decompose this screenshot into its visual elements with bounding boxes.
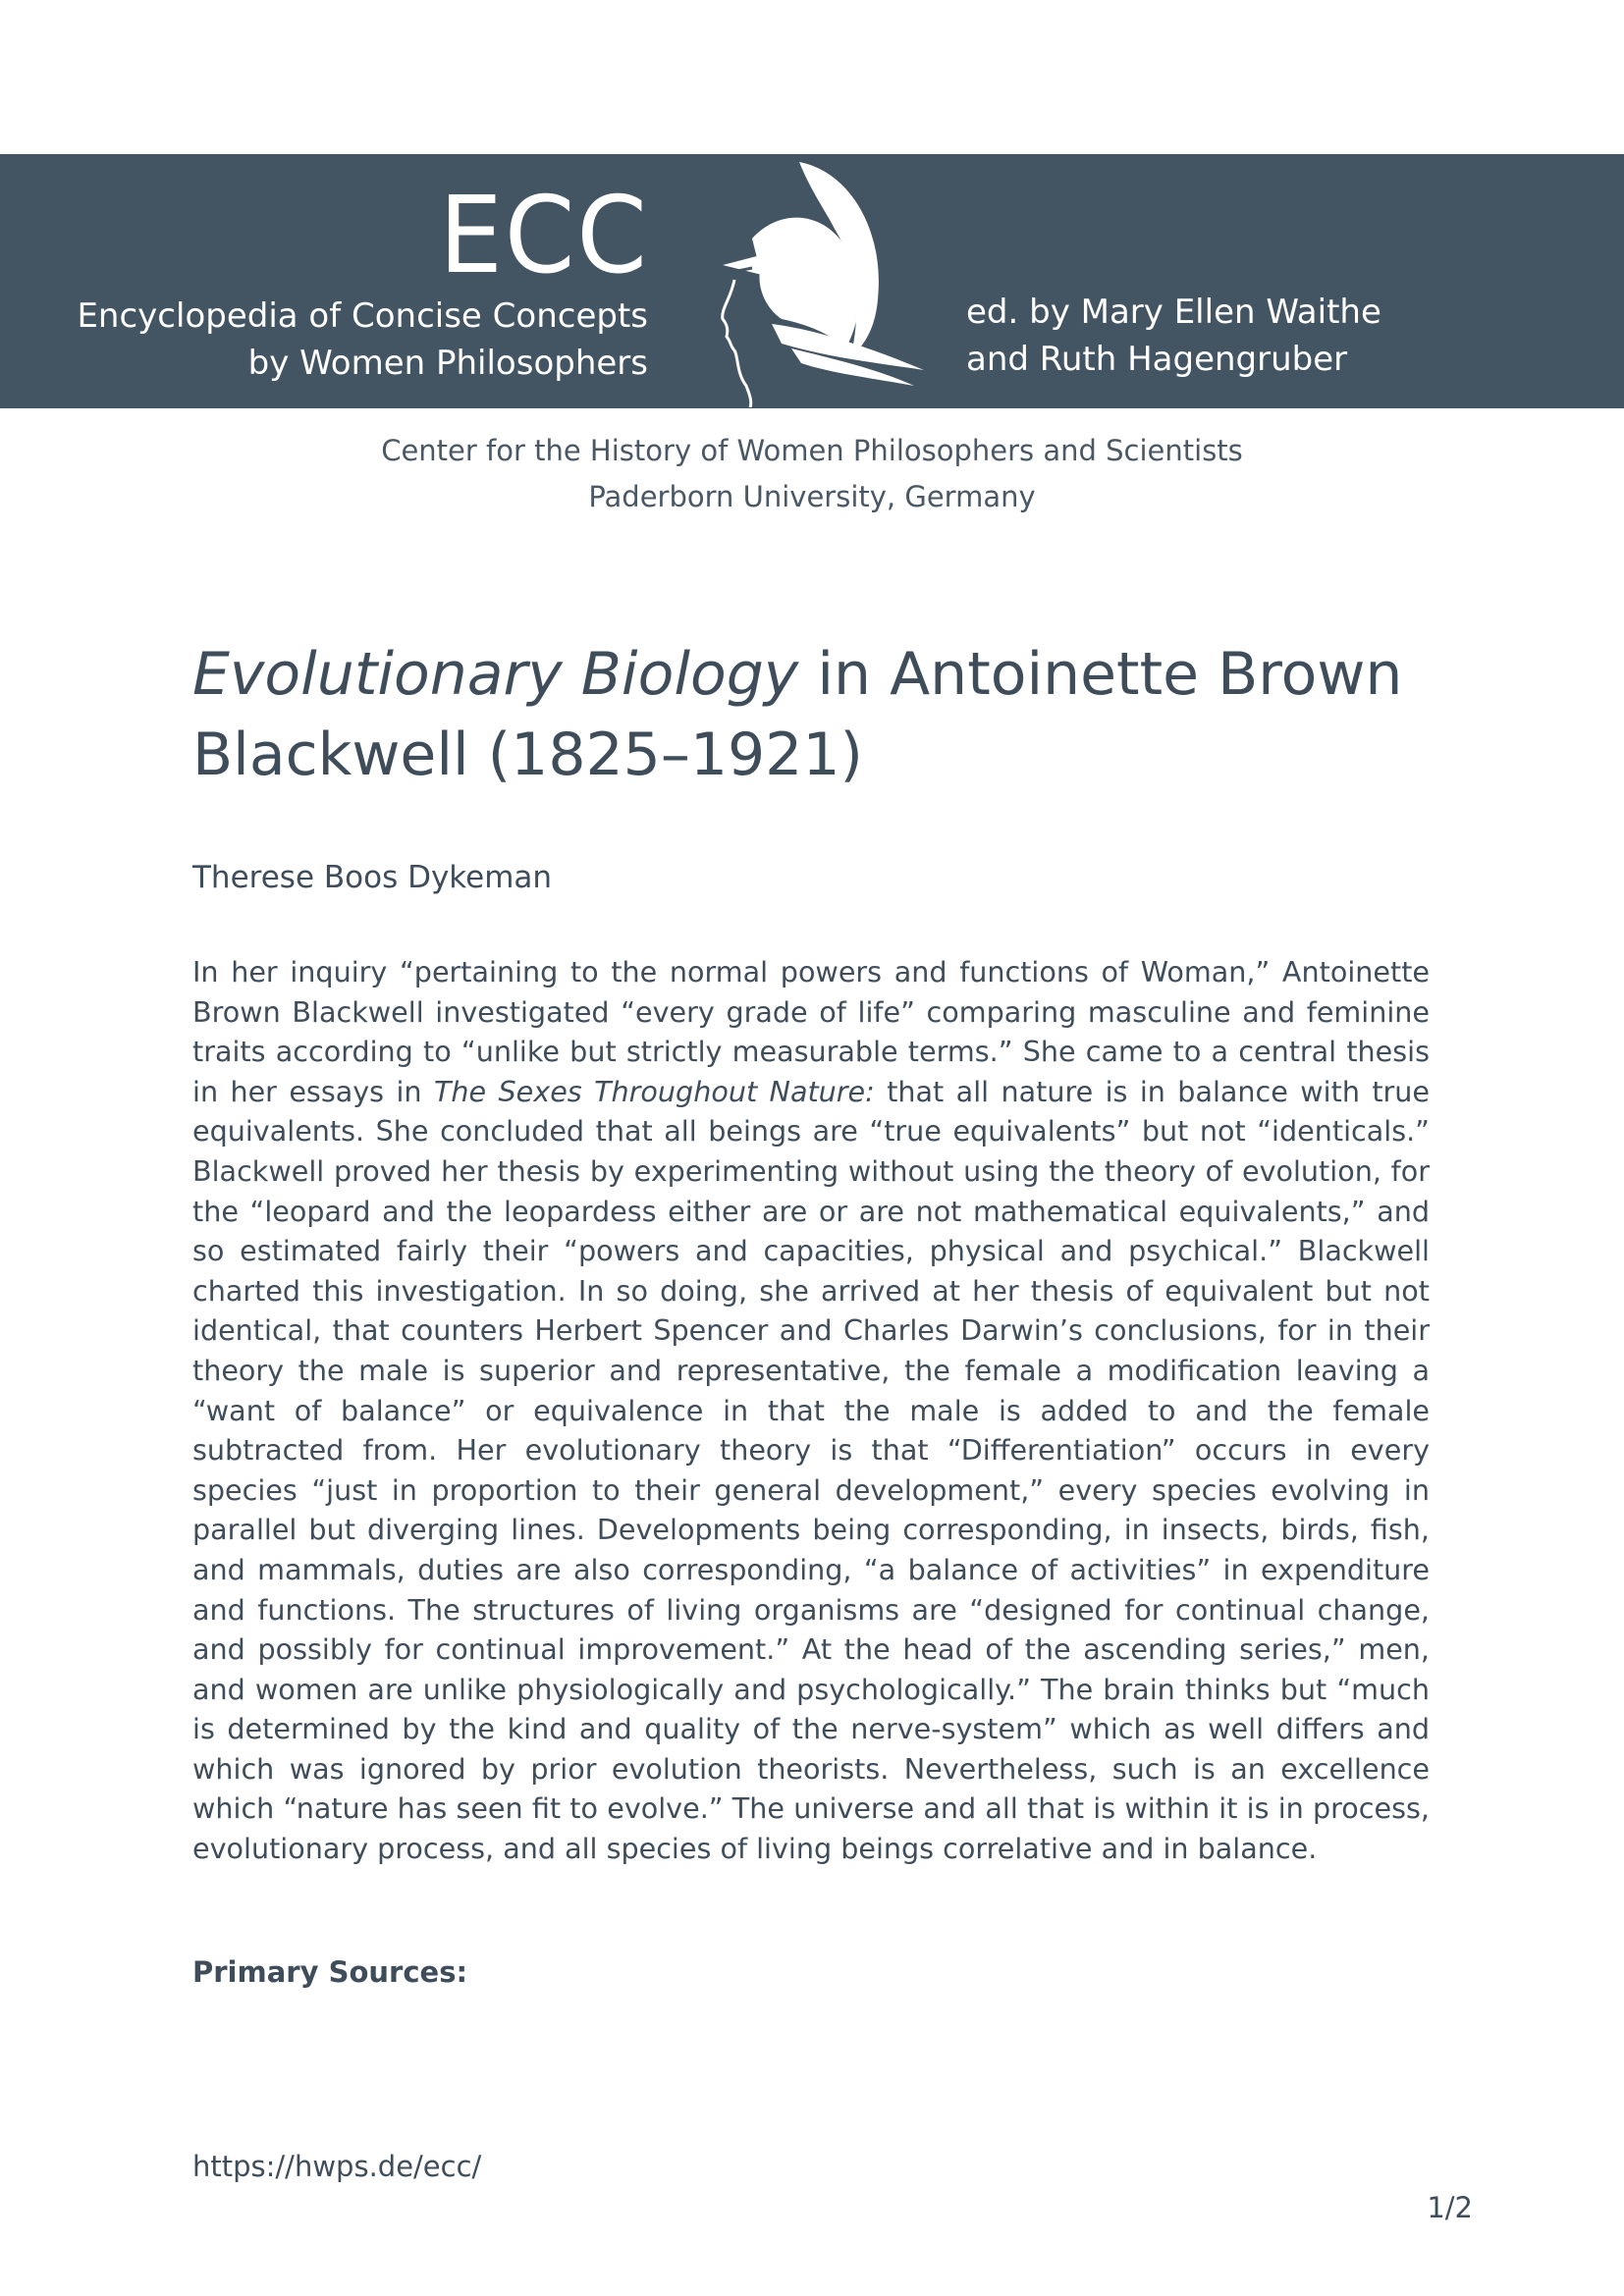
institution-line2: Paderborn University, Germany <box>588 480 1036 513</box>
editors <box>966 289 1381 383</box>
institution-line1: Center for the History of Women Philosophers and Scientists <box>381 434 1243 467</box>
athena-helmet-icon <box>713 162 924 407</box>
article-title-rest: in Antoinette Brown Blackwell (1825–1921) <box>192 640 1403 789</box>
editors-line2: and Ruth Hagengruber <box>966 340 1348 379</box>
series-title-line2: by Women Philosophers <box>247 344 648 383</box>
page-number: 1/2 <box>1427 2191 1473 2224</box>
body-part1: In her inquiry “pertaining to the normal powers and functions of Woman,” Antoinette Brown Blackwell investigated “every grade of life” comparing masculine and feminine traits according to “unlike but strictly measurable terms.” She came to a central thesis in her essays in <box>192 955 1430 1108</box>
article-title-italic: Evolutionary Biology <box>192 640 799 709</box>
article-author: Therese Boos Dykeman <box>192 860 553 895</box>
footer-url-link[interactable]: https://hwps.de/ecc/ <box>192 2150 482 2183</box>
institution-info <box>0 428 1624 520</box>
article-title <box>192 634 1459 795</box>
series-title-line1: Encyclopedia of Concise Concepts <box>77 296 648 336</box>
series-title <box>77 293 648 387</box>
body-book-title: The Sexes Throughout Nature: <box>433 1074 875 1108</box>
editors-line1: ed. by Mary Ellen Waithe <box>966 293 1381 332</box>
body-part2: that all nature is in balance with true equivalents. She concluded that all beings are “true equivalents” but not “identicals.” Blackwell proved her thesis by experimenting without using the theory of evolution, for the “leopard and the leopardess either are or are not mathematical equivalents,” and so estimated fairly their “powers and capacities, physical and psychical.” Blackwell charted this investigation. In so doing, she arrived at her thesis of equivalent but not identical, that counters Herbert Spencer and Charles Darwin’s conclusions, for in their theory the male is superior and representative, the female a modification leaving a “want of balance” or equivalence in that the male is added to and the female subtracted from. Her evolutionary theory is that “Differentiation” occurs in every species “just in proportion to their general development,” every species evolving in parallel but diverging lines. Developments being corresponding, in insects, birds, fish, and mammals, duties are also corresponding, “a balance of activities” in expenditure and functions. The structures of living organisms are “designed for continual change, and possibly for continual improvement.” At the head of the ascending series,” men, and women are unlike physiologically and psychologically.” The brain thinks but “much is determined by the kind and quality of the nerve-system” which as well differs and which was ignored by prior evolution theorists. Nevertheless, such is an excellence which “nature has seen fit to evolve.” The universe and all that is within it is in process, evolutionary process, and all species of living beings correlative and in balance. <box>192 1074 1431 1866</box>
article-body <box>192 952 1430 1869</box>
ecc-logo-text: ECC <box>439 175 649 297</box>
primary-sources-heading: Primary Sources: <box>192 1955 468 1989</box>
